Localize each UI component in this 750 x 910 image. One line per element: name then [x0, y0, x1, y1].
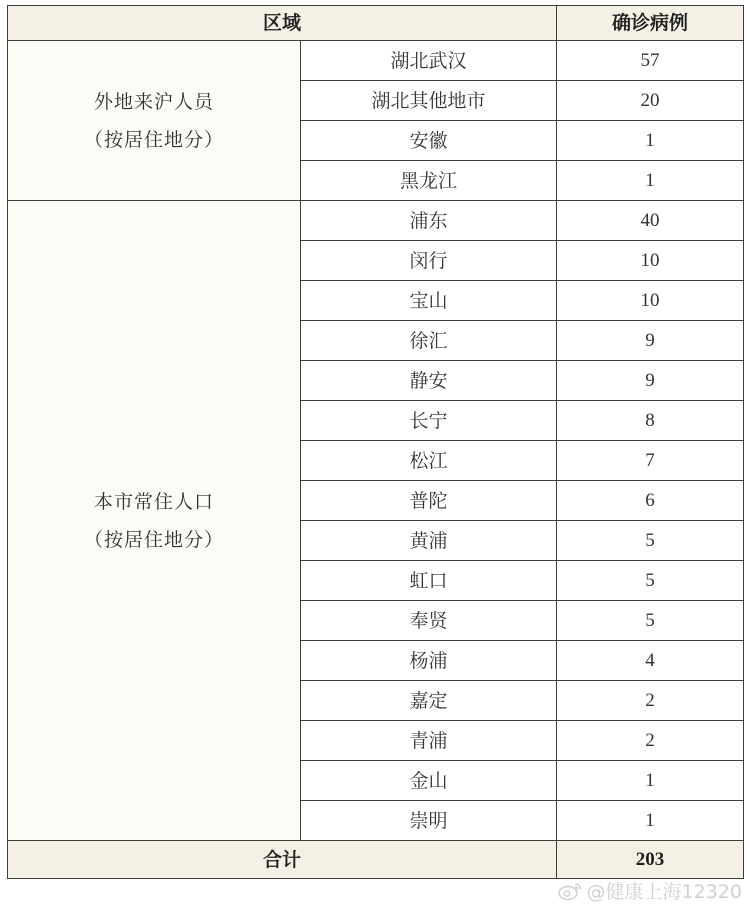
- case-table: [7, 5, 744, 879]
- area-cell: 嘉定: [301, 681, 557, 721]
- area-cell: 虹口: [301, 561, 557, 601]
- area-cell: 闵行: [301, 241, 557, 281]
- count-cell: 20: [557, 81, 744, 121]
- area-cell: 安徽: [301, 121, 557, 161]
- weibo-icon: [557, 881, 583, 901]
- total-row: [8, 841, 744, 879]
- table-header-row: [8, 6, 744, 41]
- area-cell: 徐汇: [301, 321, 557, 361]
- count-cell: 7: [557, 441, 744, 481]
- table-row: [8, 41, 744, 81]
- count-cell: 5: [557, 601, 744, 641]
- area-cell: 黄浦: [301, 521, 557, 561]
- watermark: [557, 877, 742, 904]
- area-cell: 金山: [301, 761, 557, 801]
- area-cell: 松江: [301, 441, 557, 481]
- area-cell: 湖北其他地市: [301, 81, 557, 121]
- group-sub-label: （按居住地分）: [83, 128, 224, 151]
- count-cell: 10: [557, 241, 744, 281]
- watermark-text: @健康上海12320: [586, 881, 742, 903]
- area-cell: 黑龙江: [301, 161, 557, 201]
- area-cell: 普陀: [301, 481, 557, 521]
- count-cell: 5: [557, 521, 744, 561]
- count-cell: 10: [557, 281, 744, 321]
- area-cell: 长宁: [301, 401, 557, 441]
- total-label: 合计: [8, 841, 557, 879]
- header-cases: 确诊病例: [557, 6, 744, 41]
- count-cell: 1: [557, 121, 744, 161]
- count-cell: 5: [557, 561, 744, 601]
- count-cell: 40: [557, 201, 744, 241]
- area-cell: 浦东: [301, 201, 557, 241]
- count-cell: 6: [557, 481, 744, 521]
- count-cell: 57: [557, 41, 744, 81]
- area-cell: 静安: [301, 361, 557, 401]
- count-cell: 8: [557, 401, 744, 441]
- area-cell: 崇明: [301, 801, 557, 841]
- count-cell: 2: [557, 721, 744, 761]
- area-cell: 奉贤: [301, 601, 557, 641]
- group-sub-label: （按居住地分）: [83, 528, 224, 551]
- count-cell: 9: [557, 321, 744, 361]
- group-label: 本市常住人口: [93, 490, 214, 513]
- group-cell: [8, 201, 301, 841]
- count-cell: 2: [557, 681, 744, 721]
- area-cell: 青浦: [301, 721, 557, 761]
- header-region: 区域: [8, 6, 557, 41]
- group-label: 外地来沪人员: [93, 90, 214, 113]
- count-cell: 9: [557, 361, 744, 401]
- count-cell: 4: [557, 641, 744, 681]
- area-cell: 湖北武汉: [301, 41, 557, 81]
- count-cell: 1: [557, 161, 744, 201]
- group-cell: [8, 41, 301, 201]
- count-cell: 1: [557, 761, 744, 801]
- area-cell: 宝山: [301, 281, 557, 321]
- total-count: 203: [557, 841, 744, 879]
- count-cell: 1: [557, 801, 744, 841]
- table-row: [8, 201, 744, 241]
- area-cell: 杨浦: [301, 641, 557, 681]
